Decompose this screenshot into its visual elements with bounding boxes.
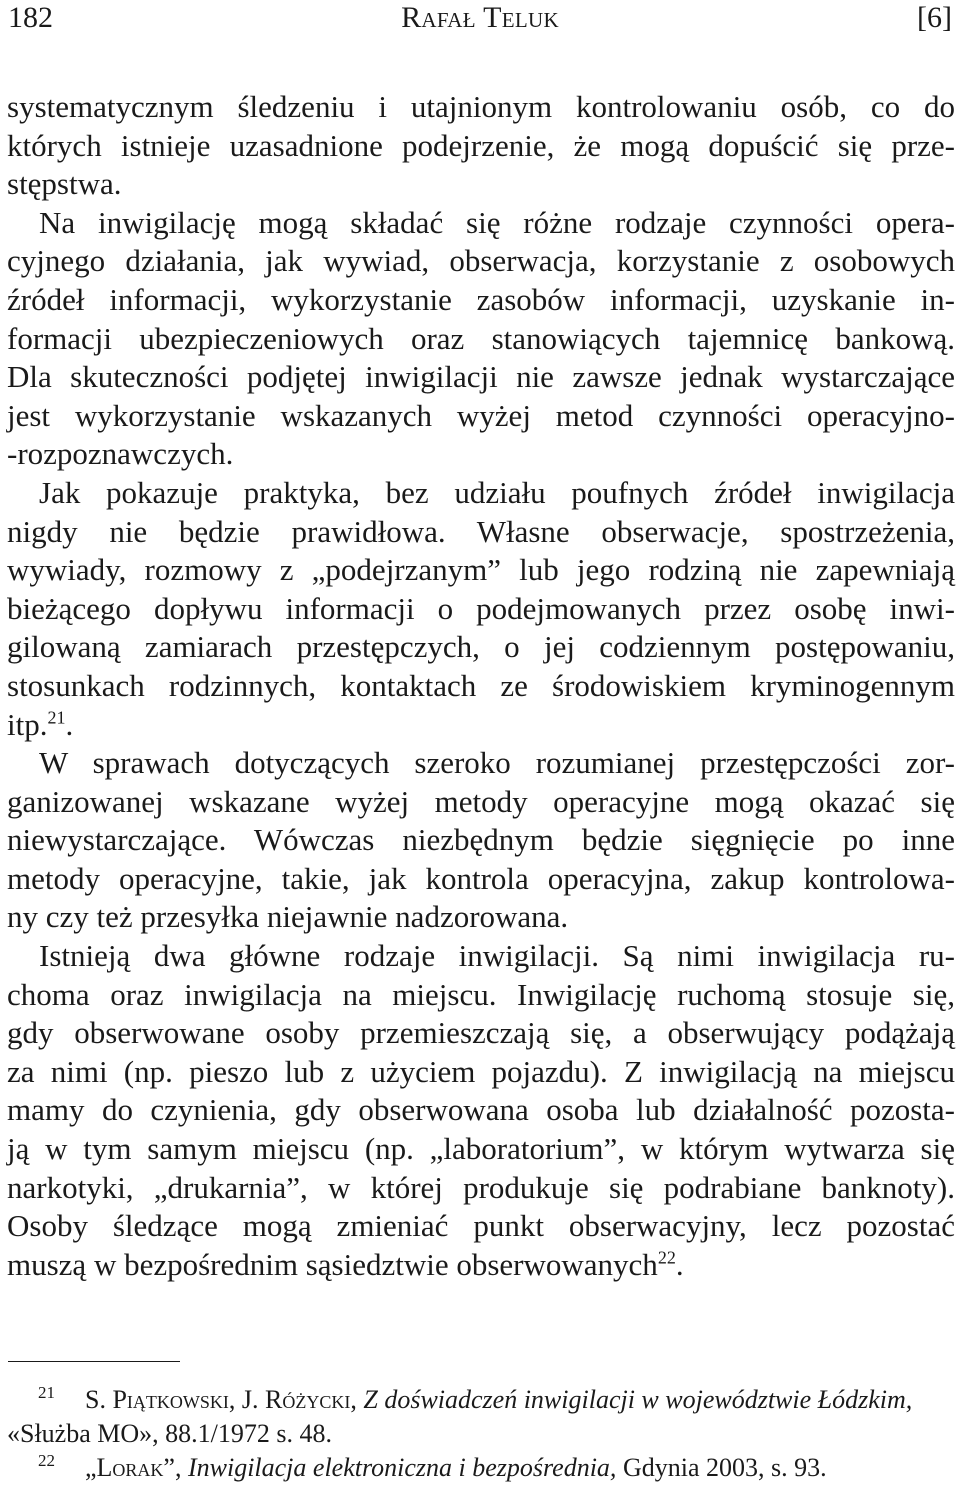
footnote-separator [8, 1361, 180, 1362]
text-line: Dla skuteczności podjętej inwigilacji nie zawsze jednak wystarczające [7, 359, 955, 395]
footnote-ref-22[interactable]: 22 [657, 1247, 676, 1268]
text-line: Istnieją dwa główne rodzaje inwigilacji. Są nimi inwigilacja ru- [39, 938, 955, 974]
text-line: narkotyki, „drukarnia”, w której produkuje się podrabiane banknoty). [7, 1169, 955, 1205]
text-line: W sprawach dotyczących szeroko rozumianej przestępczości zor- [39, 745, 955, 781]
text-fragment: . [65, 706, 74, 742]
text-line: Na inwigilację mogą składać się różne rodzaje czynności opera- [39, 204, 955, 240]
footnotes [7, 1383, 955, 1485]
text-line: metody operacyjne, takie, jak kontrola operacyjna, zakup kontrolowa- [7, 860, 955, 896]
text-line: wywiady, rozmowy z „podejrzanym” lub jego rodziną nie zapewniają [7, 552, 955, 588]
text-fragment: muszą w bezpośrednim sąsiedztwie obserwowanych [7, 1246, 658, 1282]
footnote-22: 22 „Lorak”, Inwigilacja elektroniczna i bezpośrednia, Gdynia 2003, s. 93. [38, 1451, 827, 1482]
footnote-source: «Służba MO», 88.1/1972 s. 48. [7, 1419, 332, 1448]
body-text [7, 88, 955, 1284]
footnote-ref-21[interactable]: 21 [47, 707, 66, 728]
text-line: stępstwa. [7, 166, 122, 202]
text-fragment: . [675, 1246, 684, 1282]
text-line: stosunkach rodzinnych, kontaktach ze środowiskiem kryminogennym [7, 667, 955, 703]
text-line-with-ref [7, 706, 955, 745]
text-line: niewystarczające. Wówczas niezbędnym będzie sięgnięcie po inne [7, 822, 955, 858]
text-line-with-ref [7, 1246, 955, 1285]
text-line: systematycznym śledzeniu i utajnionym kontrolowaniu osób, co do [7, 89, 955, 124]
text-line: jest wykorzystanie wskazanych wyżej metod czynności operacyjno- [7, 397, 955, 433]
text-line: formacji ubezpieczeniowych oraz stanowiących tajemnicę bankową. [7, 320, 955, 356]
text-line: cyjnego działania, jak wywiad, obserwacja, korzystanie z osobowych [7, 243, 955, 279]
footnote-21: 21 S. Piątkowski, J. Różycki, Z doświadczeń inwigilacji w województwie Łódzkim, [38, 1383, 913, 1414]
running-author: Rafał Teluk [401, 1, 559, 34]
footnote-title: Z doświadczeń inwigilacji w województwie Łódzkim, [363, 1385, 913, 1414]
text-line: -rozpoznawczych. [7, 436, 234, 472]
text-line: nigdy nie będzie prawidłowa. Własne obserwacje, spostrzeżenia, [7, 513, 955, 549]
text-line: źródeł informacji, wykorzystanie zasobów informacji, uzyskanie in- [7, 281, 955, 317]
text-fragment: itp. [7, 706, 48, 742]
text-line: za nimi (np. pieszo lub z użyciem pojazdu). Z inwigilacją na miejscu [7, 1053, 955, 1089]
text-line: gdy obserwowane osoby przemieszczają się, a obserwujący podążają [7, 1015, 955, 1051]
text-line: których istnieje uzasadnione podejrzenie, że mogą dopuścić się prze- [7, 127, 955, 163]
chapter-marker: [6] [917, 1, 952, 34]
text-line: Osoby śledzące mogą zmieniać punkt obserwacyjny, lecz pozostać [7, 1208, 955, 1244]
text-line: mamy do czynienia, gdy obserwowana osoba lub działalność pozosta- [7, 1092, 955, 1128]
text-line: choma oraz inwigilacja na miejscu. Inwigilację ruchomą stosuje się, [7, 976, 955, 1012]
footnote-author: „Lorak”, [85, 1453, 182, 1482]
page-number: 182 [8, 1, 53, 34]
footnote-author: S. Piątkowski, J. Różycki, [85, 1385, 357, 1414]
text-line: gilowaną zamiarach przestępczych, o jej codziennym postępowaniu, [7, 629, 955, 665]
text-line: ją w tym samym miejscu (np. „laboratorium”, w którym wytwarza się [7, 1131, 955, 1167]
footnote-title: Inwigilacja elektroniczna i bezpośrednia, [187, 1453, 617, 1482]
footnote-source: Gdynia 2003, s. 93. [622, 1453, 827, 1482]
text-line: bieżącego dopływu informacji o podejmowanych przez osobę inwi- [7, 590, 955, 626]
running-header [8, 0, 952, 40]
text-line: ganizowanej wskazane wyżej metody operacyjne mogą okazać się [7, 783, 955, 819]
footnote-21-continued [7, 1417, 955, 1451]
text-line: ny czy też przesyłka niejawnie nadzorowana. [7, 899, 569, 935]
text-line: Jak pokazuje praktyka, bez udziału poufnych źródeł inwigilacja [39, 474, 955, 510]
